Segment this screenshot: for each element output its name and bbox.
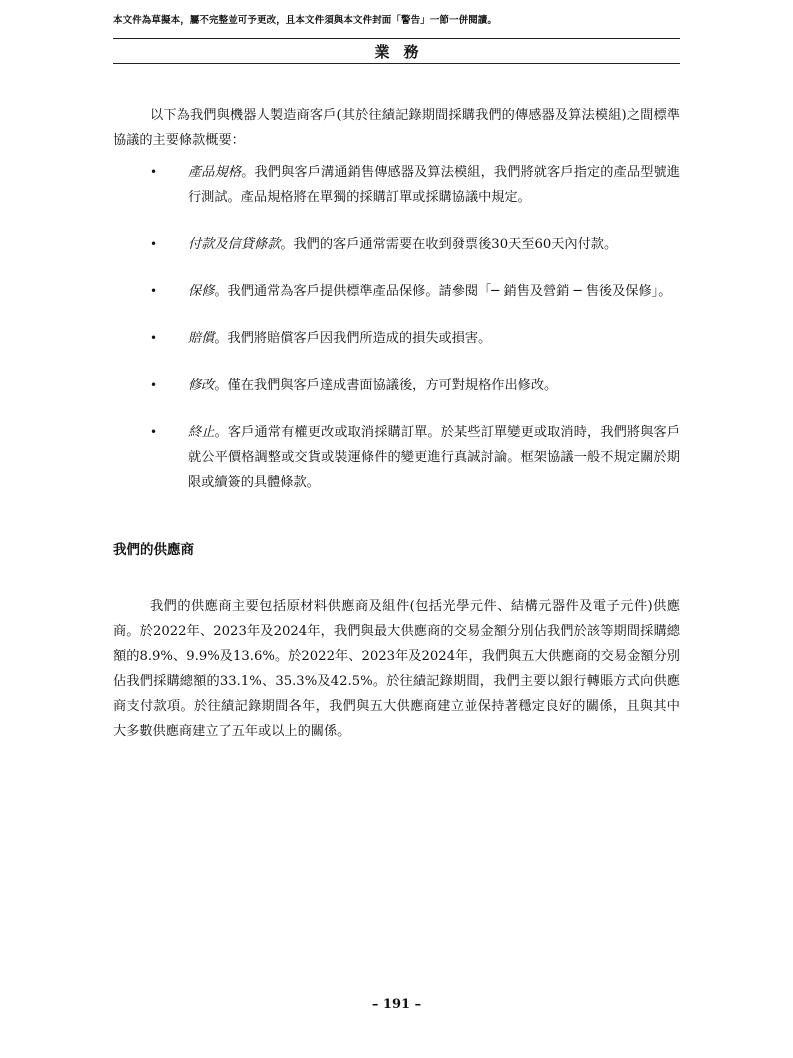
- bullet-icon: •: [150, 425, 158, 439]
- term-payment-credit: [113, 232, 680, 257]
- page-number: – 191 –: [371, 997, 422, 1012]
- term-warranty: [113, 279, 680, 304]
- term-label: 終止: [188, 425, 215, 440]
- draft-disclaimer: 本文件為草擬本，屬不完整並可予更改，且本文件須與本文件封面「警告」一節一併閱讀。: [113, 15, 498, 26]
- bullet-icon: •: [150, 284, 158, 298]
- bullet-icon: •: [150, 331, 158, 345]
- agreement-terms-list: [113, 160, 680, 517]
- header-top-rule: [113, 38, 680, 39]
- term-text: 。我們通常為客戶提供標準產品保修。請參閱「─ 銷售及營銷 ─ 售後及保修」。: [214, 284, 672, 299]
- bullet-icon: •: [150, 165, 158, 179]
- term-text: 。我們將賠償客戶因我們所造成的損失或損害。: [214, 331, 492, 346]
- term-label: 產品規格: [188, 165, 242, 180]
- section-title: 業務: [374, 43, 433, 61]
- term-modification: [113, 373, 680, 398]
- term-termination: [113, 420, 680, 495]
- term-label: 賠償: [188, 331, 215, 346]
- term-product-specifications: [113, 160, 680, 210]
- term-label: 付款及信貸條款: [188, 237, 281, 252]
- term-text: 。客戶通常有權更改或取消採購訂單。於某些訂單變更或取消時，我們將與客戶就公平價格調整或交貨或裝運條件的變更進行真誠討論。框架協議一般不規定關於期限或續簽的具體條款。: [188, 425, 681, 490]
- term-indemnity: [113, 326, 680, 351]
- suppliers-heading: 我們的供應商: [113, 542, 194, 558]
- term-text: 。我們的客戶通常需要在收到發票後30天至60天內付款。: [280, 237, 618, 252]
- intro-paragraph: 以下為我們與機器人製造商客戶(其於往績記錄期間採購我們的傳感器及算法模組)之間標準協議的主要條款概要：: [113, 108, 680, 149]
- header-bottom-rule: [113, 63, 680, 64]
- term-label: 修改: [188, 378, 215, 393]
- term-label: 保修: [188, 284, 215, 299]
- bullet-icon: •: [150, 378, 158, 392]
- suppliers-paragraph: 我們的供應商主要包括原材料供應商及組件(包括光學元件、結構元器件及電子元件)供應商。於2022年、2023年及2024年，我們與最大供應商的交易金額分別佔我們於該等期間採購總額的8.9%、9.9%及13.6%。於2022年、2023年及2024年，我們與五大供應商的交易金額分別佔我們採購總額的33.1%、35.3%及42.5%。於往績記錄期間，我們主要以銀行轉賬方式向供應商支付款項。於往績記錄期間各年，我們與五大供應商建立並保持著穩定良好的關係，且與其中大多數供應商建立了五年或以上的關係。: [113, 599, 680, 740]
- term-text: 。僅在我們與客戶達成書面協議後，方可對規格作出修改。: [214, 378, 558, 393]
- bullet-icon: •: [150, 237, 158, 251]
- term-text: 。我們與客戶溝通銷售傳感器及算法模組，我們將就客戶指定的產品型號進行測試。產品規格將在單獨的採購訂單或採購協議中規定。: [188, 165, 680, 205]
